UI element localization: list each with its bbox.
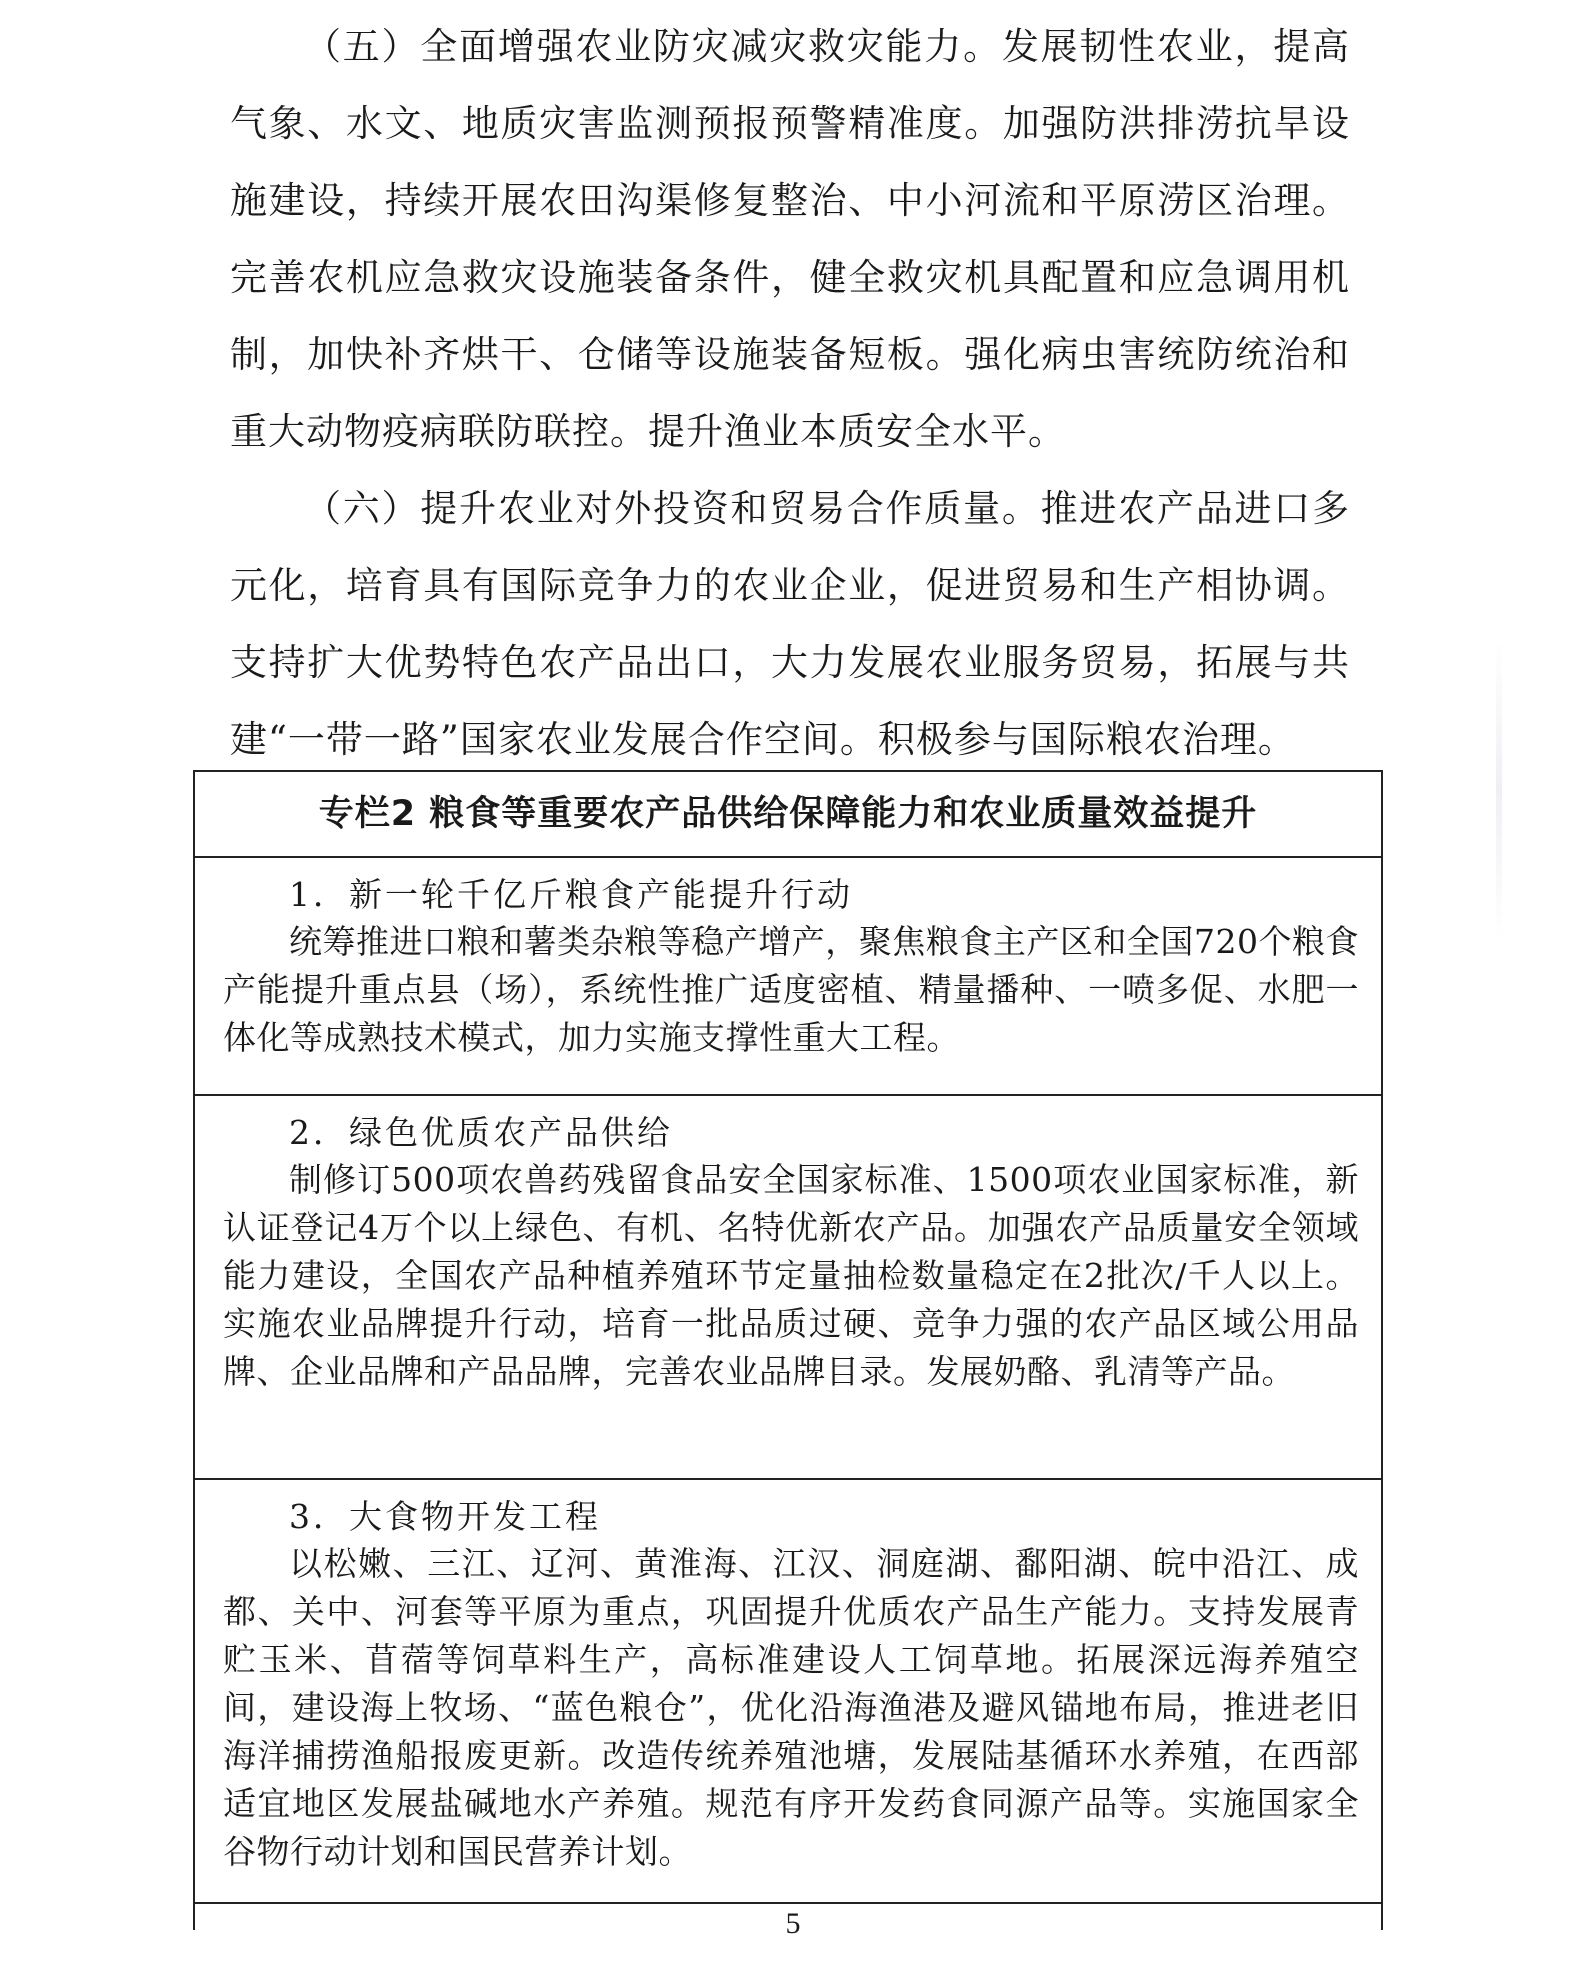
column-section-green-products xyxy=(195,1096,1381,1480)
section-body: 以松嫩、三江、辽河、黄淮海、江汉、洞庭湖、鄱阳湖、皖中沿江、成都、关中、河套等平原为重点，巩固提升优质农产品生产能力。支持发展青贮玉米、苜蓿等饲草料生产，高标准建设人工饲草地。拓展深远海养殖空间，建设海上牧场、“蓝色粮仓”，优化沿海渔港及避风锚地布局，推进老旧海洋捕捞渔船报废更新。改造传统养殖池塘，发展陆基循环水养殖，在西部适宜地区发展盐碱地水产养殖。规范有序开发药食同源产品等。实施国家全谷物行动计划和国民营养计划。 xyxy=(223,1544,1359,1871)
paragraph-disaster-prevention: （五）全面增强农业防灾减灾救灾能力。发展韧性农业，提高气象、水文、地质灾害监测预报预警精准度。加强防洪排涝抗旱设施建设，持续开展农田沟渠修复整治、中小河流和平原涝区治理。完善农机应急救灾设施装备条件，健全救灾机具配置和应急调用机制，加快补齐烘干、仓储等设施装备短板。强化病虫害统防统治和重大动物疫病联防联控。提升渔业本质安全水平。 xyxy=(230,25,1350,453)
scroll-edge-shadow xyxy=(1496,640,1502,940)
section-body: 制修订500项农兽药残留食品安全国家标准、1500项农业国家标准，新认证登记4万个以上绿色、有机、名特优新农产品。加强农产品质量安全领域能力建设，全国农产品种植养殖环节定量抽检数量稳定在2批次/千人以上。实施农业品牌提升行动，培育一批品质过硬、竞争力强的农产品区域公用品牌、企业品牌和产品品牌，完善农业品牌目录。发展奶酪、乳清等产品。 xyxy=(223,1160,1359,1391)
section-heading: 3．大食物开发工程 xyxy=(289,1497,601,1536)
column-box-title: 专栏2 粮食等重要农产品供给保障能力和农业质量效益提升 xyxy=(195,772,1381,858)
column-section-grain-capacity xyxy=(195,858,1381,1096)
section-heading: 1．新一轮千亿斤粮食产能提升行动 xyxy=(289,875,853,914)
page-number: 5 xyxy=(785,1907,801,1940)
paragraph-foreign-trade: （六）提升农业对外投资和贸易合作质量。推进农产品进口多元化，培育具有国际竞争力的农业企业，促进贸易和生产相协调。支持扩大优势特色农产品出口，大力发展农业服务贸易，拓展与共建“一带一路”国家农业发展合作空间。积极参与国际粮农治理。 xyxy=(230,487,1350,761)
column-section-big-food xyxy=(195,1480,1381,1904)
column-box xyxy=(193,770,1383,1930)
body-text xyxy=(230,8,1350,778)
section-heading: 2．绿色优质农产品供给 xyxy=(289,1113,673,1152)
section-body: 统筹推进口粮和薯类杂粮等稳产增产，聚焦粮食主产区和全国720个粮食产能提升重点县（场），系统性推广适度密植、精量播种、一喷多促、水肥一体化等成熟技术模式，加力实施支撑性重大工程。 xyxy=(223,922,1359,1057)
